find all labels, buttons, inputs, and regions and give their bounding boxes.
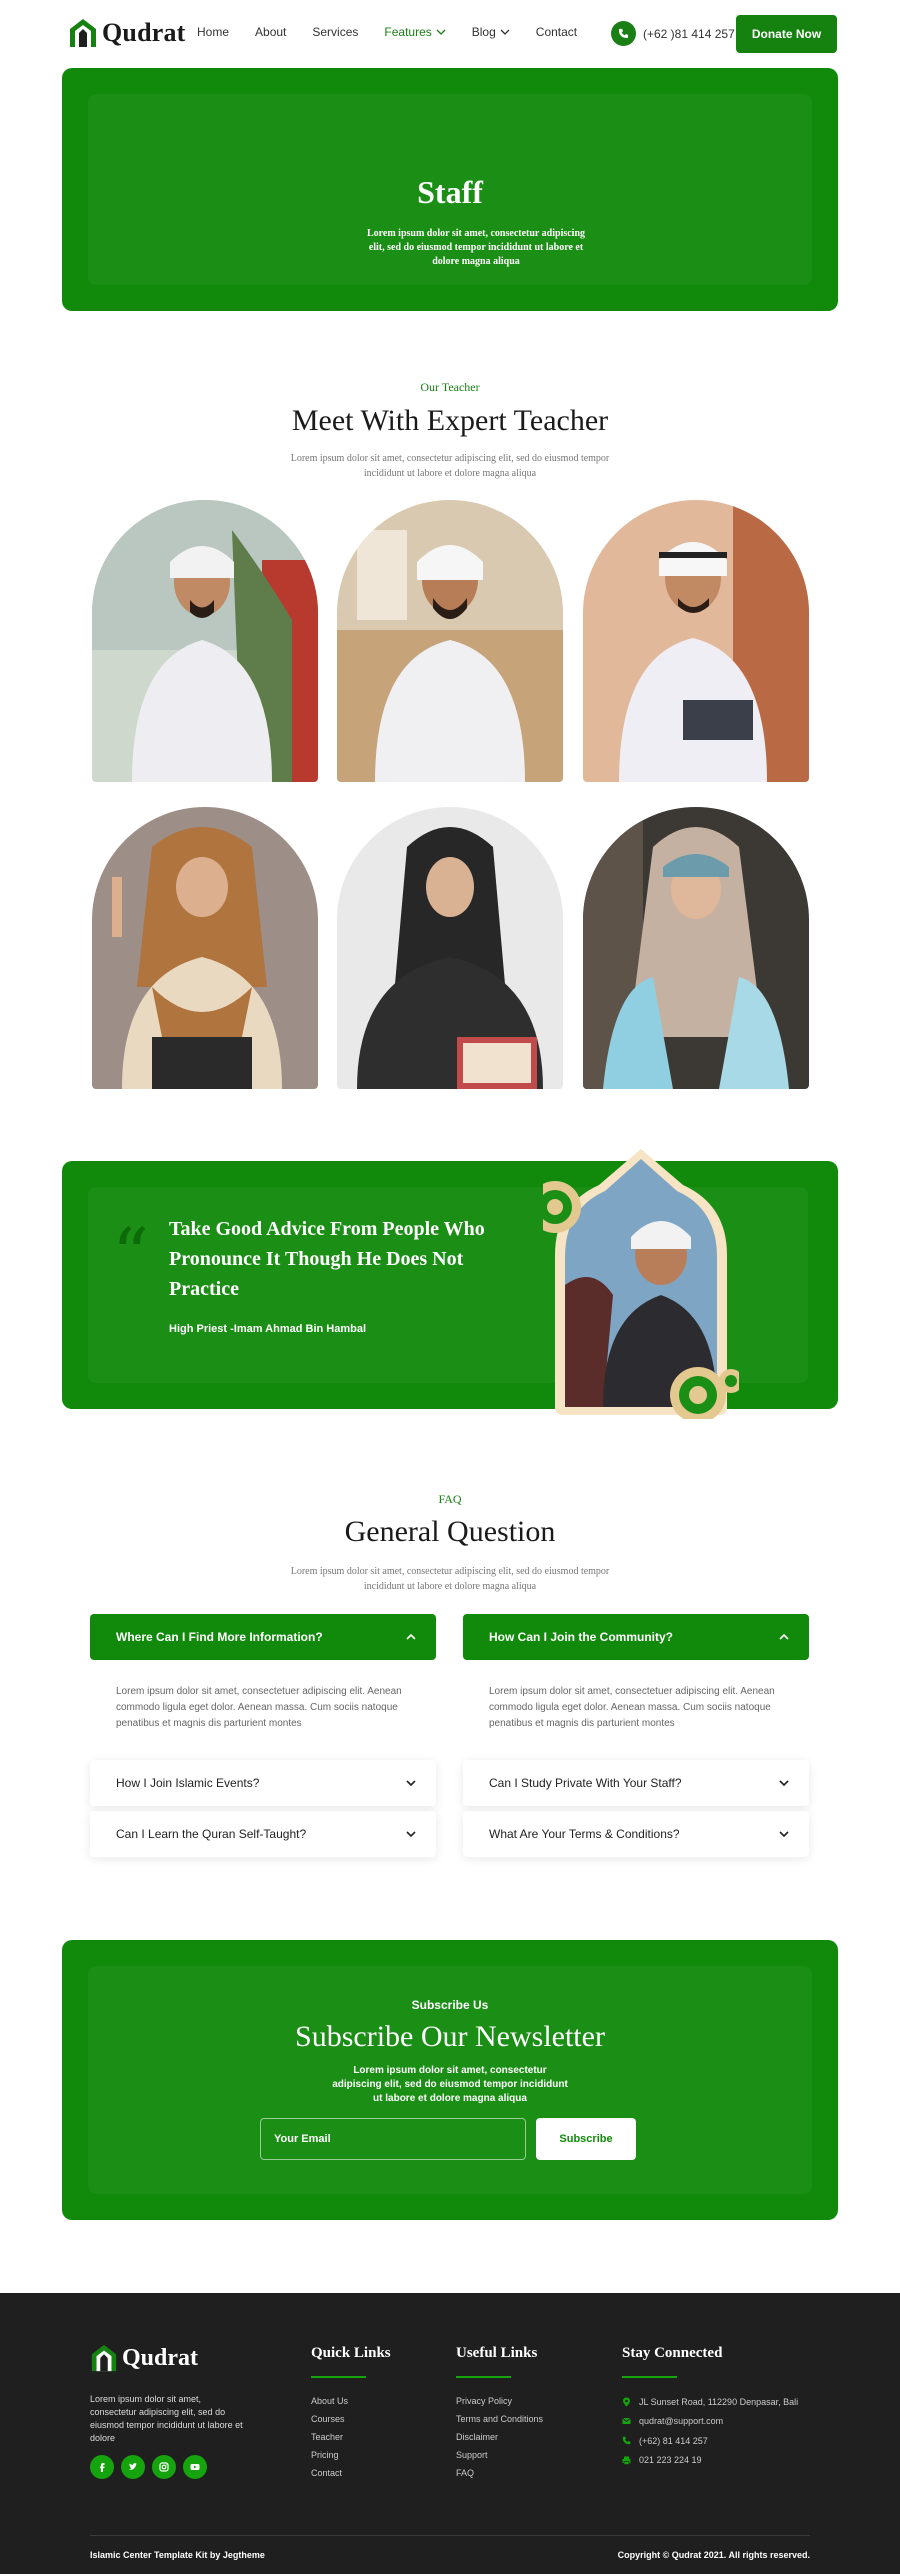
teachers-title: Meet With Expert Teacher (291, 404, 609, 437)
teacher-photo (337, 500, 563, 782)
nav-label: Services (312, 25, 359, 39)
logo-text: Qudrat (102, 18, 186, 47)
footer-credit: Islamic Center Template Kit by Jegtheme (90, 2550, 265, 2560)
teacher-card[interactable] (92, 807, 318, 1089)
faq-question-label: How Can I Join the Community? (489, 1630, 674, 1644)
nav-item-contact[interactable] (536, 25, 577, 39)
site-header (0, 0, 900, 68)
faq-title: General Question (344, 1515, 556, 1548)
youtube-icon[interactable] (183, 2455, 207, 2479)
footer-about: Lorem ipsum dolor sit amet, consectetur adipiscing elit, sed do eiusmod tempor incididunt ut labore et dolore (90, 2394, 243, 2443)
quick-links-title: Quick Links (311, 2345, 391, 2361)
contact-fax-text: 021 223 224 19 (639, 2455, 702, 2466)
logo[interactable] (68, 17, 186, 49)
nav-label: About (255, 25, 287, 39)
footer-logo-text: Qudrat (122, 2344, 199, 2371)
page-hero (62, 68, 838, 311)
teacher-card[interactable] (583, 500, 809, 782)
quote-mark-icon: “ (112, 1213, 149, 1297)
phone-icon (622, 2436, 631, 2445)
faq-question-label: What Are Your Terms & Conditions? (489, 1827, 680, 1841)
footer-link[interactable]: Pricing (311, 2450, 339, 2460)
footer-divider (90, 2535, 810, 2536)
donate-button[interactable]: Donate Now (736, 15, 837, 53)
contact-phone[interactable] (622, 2435, 798, 2447)
teacher-card[interactable] (337, 500, 563, 782)
quote-author-prefix: High Priest - (169, 1323, 234, 1335)
contact-email-text: qudrat@support.com (639, 2416, 724, 2427)
faq-question-label: Can I Study Private With Your Staff? (489, 1776, 682, 1790)
chevron-down-icon (779, 1778, 789, 1788)
teacher-card[interactable] (337, 807, 563, 1089)
stay-connected-underline (622, 2376, 677, 2378)
teacher-card[interactable] (583, 807, 809, 1089)
footer-link[interactable]: Disclaimer (456, 2432, 499, 2442)
instagram-icon[interactable] (152, 2455, 176, 2479)
faq-question-label: Where Can I Find More Information? (116, 1630, 323, 1644)
teacher-photo (583, 500, 809, 782)
chevron-down-icon (406, 1778, 416, 1788)
useful-links-underline (456, 2376, 511, 2378)
printer-icon (622, 2456, 631, 2465)
contact-address-text: JL Sunset Road, 112290 Denpasar, Bali (639, 2396, 799, 2407)
header-phone[interactable] (611, 21, 735, 46)
ornament-icon (670, 1367, 739, 1419)
footer-link[interactable]: Terms and Conditions (456, 2414, 544, 2424)
quote-author-name: Imam Ahmad Bin Hambal (233, 1323, 367, 1335)
hero-subtitle: Lorem ipsum dolor sit amet, consectetur adipiscing elit, sed do eiusmod tempor incididunt ut labore et dolore magna aliqua (366, 228, 586, 267)
contact-address (622, 2396, 798, 2408)
teacher-photo (583, 807, 809, 1089)
footer-link[interactable]: About Us (311, 2396, 349, 2406)
nav-item-blog[interactable] (472, 25, 510, 39)
subscribe-button[interactable]: Subscribe (536, 2118, 636, 2160)
mail-icon (622, 2417, 631, 2425)
teacher-photo (92, 500, 318, 782)
hero-inner-panel (88, 94, 812, 285)
footer-link[interactable]: Privacy Policy (456, 2396, 513, 2406)
faq-question[interactable] (90, 1760, 436, 1806)
nav-label: Blog (471, 25, 496, 39)
contact-email[interactable] (622, 2416, 798, 2428)
faq-answer: Lorem ipsum dolor sit amet, consectetuer adipiscing elit. Aenean commodo ligula eget dolor. Aenean massa. Cum sociis natoque penatibus et magnis dis parturient montes (116, 1686, 402, 1729)
newsletter-subtitle: Lorem ipsum dolor sit amet, consectetur adipiscing elit, sed do eiusmod tempor incididunt ut labore et dolore magna aliqua (332, 2065, 568, 2104)
footer-link[interactable]: Teacher (311, 2432, 344, 2442)
useful-links-title: Useful Links (456, 2345, 538, 2361)
faq-subtitle: Lorem ipsum dolor sit amet, consectetur adipiscing elit, sed do eiusmod tempor incididunt ut labore et dolore magna aliqua (290, 1566, 610, 1592)
newsletter-inner-panel (88, 1966, 812, 2194)
contact-phone-text: (+62) 81 414 257 (639, 2435, 708, 2446)
quick-links-underline (311, 2376, 366, 2378)
nav-item-features[interactable] (384, 25, 445, 39)
page-title: Staff (417, 174, 483, 210)
footer-copyright: Copyright © Qudrat 2021. All rights reserved. (617, 2550, 810, 2560)
contact-list (622, 2396, 798, 2466)
mosque-logo-icon (68, 17, 98, 49)
stay-connected-title: Stay Connected (622, 2345, 723, 2361)
nav-item-services[interactable] (312, 25, 358, 39)
twitter-icon[interactable] (121, 2455, 145, 2479)
newsletter-eyebrow: Subscribe Us (411, 1998, 489, 2012)
nav-label: Contact (535, 25, 578, 39)
footer-link[interactable]: FAQ (456, 2468, 475, 2478)
nav-label: Home (197, 25, 230, 39)
nav-item-home[interactable] (197, 25, 229, 39)
faq-question-label: Can I Learn the Quran Self-Taught? (116, 1827, 307, 1841)
map-pin-icon (622, 2397, 631, 2407)
site-footer (0, 2293, 900, 2574)
nav-item-about[interactable] (255, 25, 286, 39)
faq-question[interactable] (463, 1614, 809, 1660)
faq-question[interactable] (463, 1760, 809, 1806)
chevron-down-icon (436, 27, 446, 37)
teacher-photo (92, 807, 318, 1089)
mosque-logo-icon (90, 2343, 118, 2373)
newsletter-section (62, 1940, 838, 2220)
chevron-down-icon (779, 1829, 789, 1839)
nav-label: Features (384, 25, 432, 39)
footer-link[interactable]: Support (456, 2450, 488, 2460)
faq-question[interactable] (90, 1614, 436, 1660)
quote-text: Take Good Advice From People Who Pronounce It Though He Does Not Practice (169, 1218, 485, 1300)
phone-number: (+62 )81 414 257 (643, 26, 735, 41)
footer-link[interactable]: Courses (311, 2414, 345, 2424)
chevron-down-icon (406, 1829, 416, 1839)
email-input[interactable]: Your Email (260, 2118, 526, 2160)
teachers-subtitle: Lorem ipsum dolor sit amet, consectetur adipiscing elit, sed do eiusmod tempor incididunt ut labore et dolore magna aliqua (290, 453, 610, 479)
faq-answer: Lorem ipsum dolor sit amet, consectetuer adipiscing elit. Aenean commodo ligula eget dolor. Aenean massa. Cum sociis natoque penatibus et magnis dis parturient montes (489, 1686, 775, 1729)
imam-portrait-image (543, 1145, 739, 1419)
useful-links-list (456, 2396, 543, 2478)
footer-link[interactable]: Contact (311, 2468, 343, 2478)
faq-question[interactable] (463, 1811, 809, 1857)
contact-fax[interactable] (622, 2455, 798, 2467)
chevron-up-icon (406, 1632, 416, 1642)
faq-question[interactable] (90, 1811, 436, 1857)
social-links (90, 2455, 207, 2479)
quick-links-list (311, 2396, 348, 2478)
teachers-eyebrow: Our Teacher (420, 380, 480, 394)
chevron-down-icon (500, 27, 510, 37)
teacher-card[interactable] (92, 500, 318, 782)
phone-icon (611, 21, 636, 46)
faq-eyebrow: FAQ (438, 1492, 462, 1506)
newsletter-title: Subscribe Our Newsletter (295, 2020, 605, 2053)
faq-question-label: How I Join Islamic Events? (116, 1776, 260, 1790)
main-nav (197, 25, 577, 39)
teacher-photo (337, 807, 563, 1089)
quote-author (169, 1323, 366, 1335)
footer-logo[interactable] (90, 2343, 198, 2373)
facebook-icon[interactable] (90, 2455, 114, 2479)
chevron-up-icon (779, 1632, 789, 1642)
